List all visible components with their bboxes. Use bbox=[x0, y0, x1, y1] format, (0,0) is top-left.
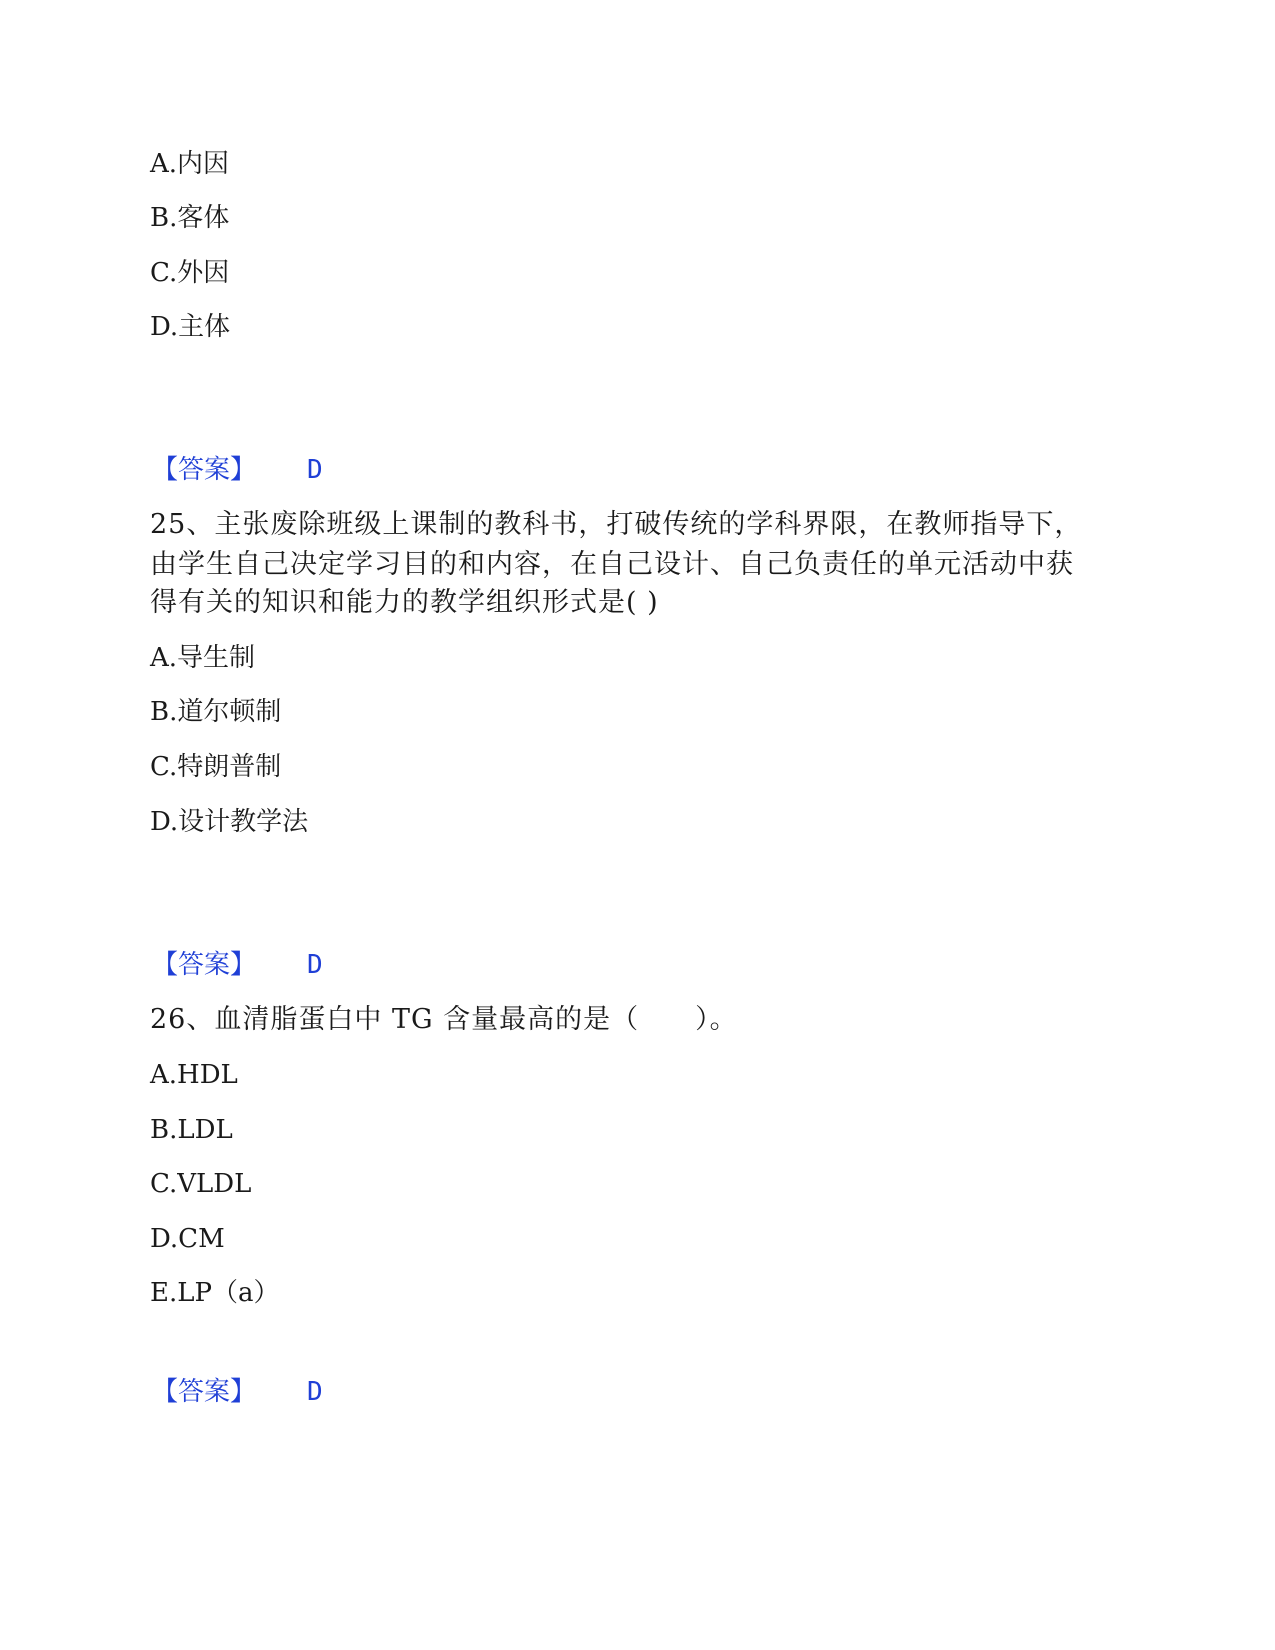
q25-stem-line-3: 得有关的知识和能力的教学组织形式是( ) bbox=[150, 587, 659, 618]
q25-option-d: D.设计教学法 bbox=[150, 807, 309, 837]
q25-option-c: C.特朗普制 bbox=[150, 752, 282, 782]
q24-option-d: D.主体 bbox=[150, 312, 231, 342]
q26-option-c: C.VLDL bbox=[150, 1169, 252, 1199]
answer-label: 【答案】 bbox=[152, 950, 257, 980]
q25-stem-line-2: 由学生自己决定学习目的和内容，在自己设计、自己负责任的单元活动中获 bbox=[150, 549, 1074, 580]
answer-value: D bbox=[307, 1377, 323, 1407]
q26-option-b: B.LDL bbox=[150, 1115, 233, 1145]
q25-option-b: B.道尔顿制 bbox=[150, 697, 282, 727]
q24-answer bbox=[152, 453, 323, 487]
answer-label: 【答案】 bbox=[152, 1377, 257, 1407]
q26-answer bbox=[152, 1375, 323, 1409]
q25-stem-line-1: 25、主张废除班级上课制的教科书，打破传统的学科界限，在教师指导下， bbox=[150, 509, 1083, 540]
q25-option-a: A.导生制 bbox=[150, 643, 256, 673]
answer-value: D bbox=[307, 950, 323, 980]
answer-label: 【答案】 bbox=[152, 455, 257, 485]
q26-option-d: D.CM bbox=[150, 1224, 225, 1254]
answer-value: D bbox=[307, 455, 323, 485]
q26-stem-line-1: 26、血清脂蛋白中 TG 含量最高的是（ ）。 bbox=[150, 1004, 738, 1035]
q25-answer bbox=[152, 948, 323, 982]
q24-option-b: B.客体 bbox=[150, 203, 230, 233]
q26-option-e: E.LP（a） bbox=[150, 1278, 280, 1308]
q24-option-a: A.内因 bbox=[150, 149, 230, 179]
q26-option-a: A.HDL bbox=[150, 1060, 238, 1090]
q24-option-c: C.外因 bbox=[150, 258, 230, 288]
